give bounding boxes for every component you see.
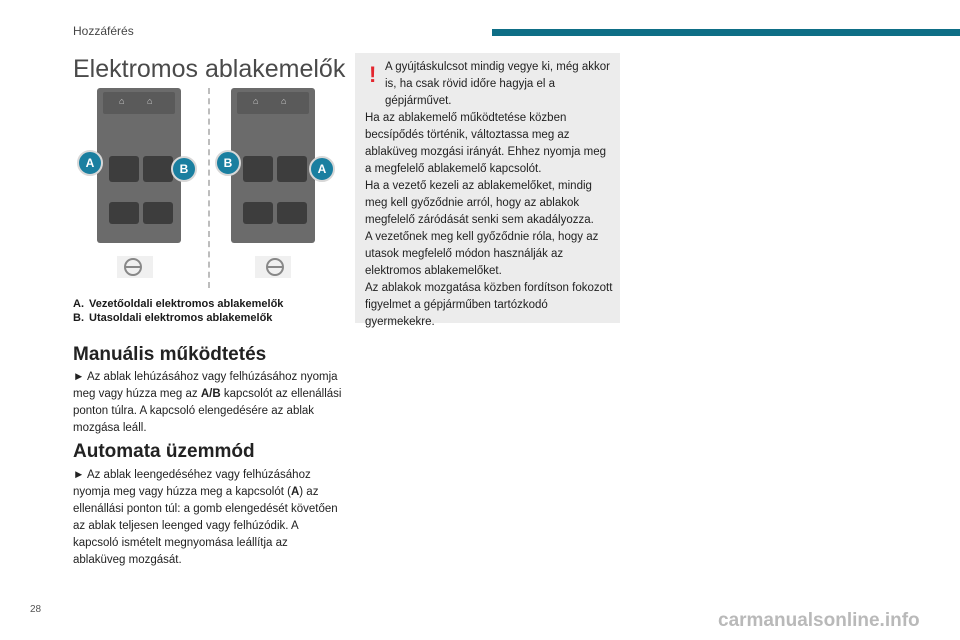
- switch-panel-left: [97, 88, 181, 243]
- badge-b-left: B: [171, 156, 197, 182]
- lock-icon: ⌂: [253, 96, 259, 106]
- child-lock-button: [277, 202, 307, 224]
- caption-a: A. Vezetőoldali elektromos ablakemelők: [73, 298, 284, 310]
- auto-heading: Automata üzemmód: [73, 441, 255, 462]
- section-header: Hozzáférés: [73, 24, 134, 38]
- badge-a-left: A: [77, 150, 103, 176]
- unlock-icon: ⌂: [147, 96, 153, 106]
- warning-text: A gyújtáskulcsot mindig vegye ki, még akkor is, ha csak rövid időre hagyja el a gépjárművet. Ha az ablakemelő működtetése közben becsípődés történik, változtassa meg az ablaküveg mozgási irányát. Ehhez nyomja meg a megfelelő ablakemelő kapcsolót. Ha a vezető kezeli az ablakemelőket, mindig meg kell győződnie arról, hogy az ablakok megfelelő záródását senki sem akadályozza. A vezetőnek meg kell győződnie róla, hogy az utasok megfelelő módon használják az elektromos ablakemelőket. Az ablakok mozgatása közben fordítson fokozott figyelmet a gépjárműben tartózkodó gyermekekre.: [365, 61, 613, 328]
- window-switch-figure: [73, 88, 335, 290]
- watermark: carmanualsonline.info: [718, 610, 920, 631]
- page-title: Elektromos ablakemelők: [73, 55, 346, 83]
- exclamation-icon: !: [369, 62, 377, 87]
- child-lock-button: [143, 202, 173, 224]
- switch-button: [243, 202, 273, 224]
- auto-paragraph: ► Az ablak leengedéséhez vagy felhúzásához nyomja meg vagy húzza meg a kapcsolót (A) az ellenállási ponton túl: a gomb elengedését követően az ablak teljesen leenged vagy felhúzódik. A kapcsoló ismételt megnyomása leállítja az ablaküveg mozgását.: [73, 469, 338, 566]
- figure-divider: [208, 88, 210, 288]
- badge-b-right: B: [215, 150, 241, 176]
- switch-panel-right: [231, 88, 315, 243]
- window-switch-driver: [109, 156, 139, 182]
- badge-a-right: A: [309, 156, 335, 182]
- page-number: 28: [30, 604, 42, 615]
- window-switch-passenger: [143, 156, 173, 182]
- figure-captions: [73, 297, 343, 325]
- switch-button: [109, 202, 139, 224]
- lock-icon: ⌂: [119, 96, 125, 106]
- window-switch-driver: [277, 156, 307, 182]
- manual-paragraph: ► Az ablak lehúzásához vagy felhúzásához nyomja meg vagy húzza meg az A/B kapcsolót az ellenállási ponton túlra. A kapcsoló elengedésére az ablak mozgása leáll.: [73, 371, 342, 434]
- unlock-icon: ⌂: [281, 96, 287, 106]
- steering-wheel-icon: [117, 256, 153, 278]
- steering-wheel-icon: [255, 256, 291, 278]
- header-accent-bar: [492, 29, 960, 36]
- warning-box: [355, 53, 620, 328]
- caption-b: B. Utasoldali elektromos ablakemelők: [73, 312, 273, 324]
- manual-heading: Manuális működtetés: [73, 344, 267, 365]
- window-switch-passenger: [243, 156, 273, 182]
